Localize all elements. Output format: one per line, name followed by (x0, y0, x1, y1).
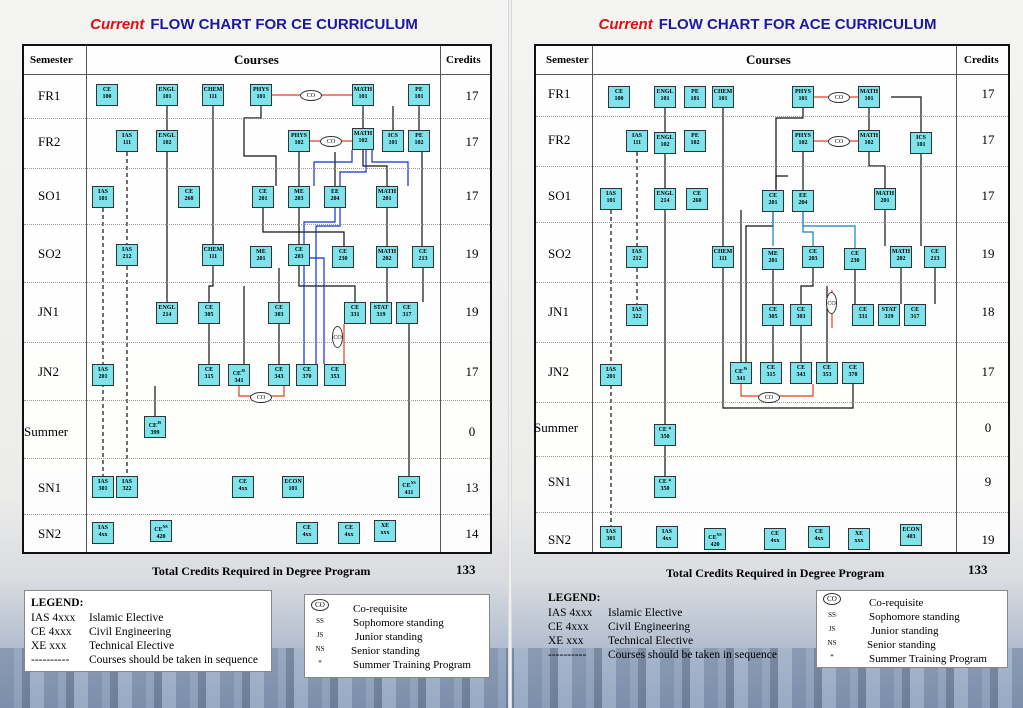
row-divider (536, 342, 1008, 343)
title-current: Current (90, 16, 145, 33)
course-box-ce203[interactable]: CE 203 (802, 246, 824, 268)
legend-desc: Islamic Elective (89, 612, 164, 624)
course-box-ce343[interactable]: CE 343 (790, 362, 812, 384)
semester-column-line (86, 46, 87, 552)
semester-credits: 0 (984, 420, 992, 435)
legend-desc: Summer Training Program (353, 659, 471, 671)
course-box-ce370[interactable]: CE 370 (842, 362, 864, 384)
connector-line (776, 176, 788, 188)
js-symbol: JS (316, 631, 324, 639)
semester-label: Summer (24, 424, 69, 439)
course-box-engl102[interactable]: ENGL 102 (156, 130, 178, 152)
row-divider (536, 512, 1008, 513)
course-box-ce350a[interactable]: CE * 350 (654, 424, 676, 446)
legend-desc: Co-requisite (869, 597, 924, 609)
corequisite-marker: CO (300, 90, 322, 101)
row-divider (24, 118, 490, 119)
course-box-engl101[interactable]: ENGL 101 (156, 84, 178, 106)
course-box-ce4xxb[interactable]: CE 4xx (808, 526, 830, 548)
connector-line (891, 97, 921, 132)
course-box-ias111[interactable]: IAS 111 (116, 130, 138, 152)
ace-chart-frame (534, 44, 1010, 554)
legend-desc: Sophomore standing (353, 617, 444, 629)
semester-label: SO2 (38, 246, 62, 261)
course-box-ics101[interactable]: ICS 101 (382, 130, 404, 152)
course-box-ce201[interactable]: CE 201 (762, 190, 784, 212)
total-credits-value: 133 (456, 562, 476, 577)
semester-credits: 17 (981, 132, 995, 147)
course-box-ias212[interactable]: IAS 212 (626, 246, 648, 268)
semester-label: SO2 (548, 246, 572, 261)
co-symbol: CO (311, 599, 329, 611)
corequisite-marker: CO (332, 326, 343, 348)
legend-row: IAS 4xxx (548, 607, 593, 619)
connector-line (209, 266, 213, 302)
course-box-math101[interactable]: MATH 101 (352, 84, 374, 106)
course-box-ias301[interactable]: IAS 301 (600, 526, 622, 548)
ss-symbol: SS (316, 617, 324, 625)
total-credits-value: 133 (968, 562, 988, 577)
course-box-me203[interactable]: ME 203 (288, 186, 310, 208)
course-box-pe101[interactable]: PE 101 (408, 84, 430, 106)
course-box-ias111[interactable]: IAS 111 (626, 130, 648, 152)
legend-desc: Islamic Elective (608, 607, 683, 619)
legend-desc: Senior standing (351, 645, 420, 657)
course-box-ias301[interactable]: IAS 301 (92, 476, 114, 498)
js-symbol: JS (828, 625, 836, 633)
course-box-pe102[interactable]: PE 102 (408, 130, 430, 152)
course-box-ce230[interactable]: CE 230 (332, 246, 354, 268)
course-box-stat319[interactable]: STAT 319 (370, 302, 392, 324)
semester-label: JN2 (548, 364, 569, 379)
semester-column-line (592, 46, 593, 552)
connector-line (304, 208, 335, 364)
course-box-chem111[interactable]: CHEM 111 (712, 246, 734, 268)
legend-row: XE xxx (31, 640, 67, 652)
corequisite-marker: CO (320, 136, 342, 147)
semester-credits: 17 (465, 188, 479, 203)
course-box-engl214[interactable]: ENGL 214 (156, 302, 178, 324)
courses-header: Courses (234, 52, 279, 67)
corequisite-marker: CO (828, 92, 850, 103)
ce-flowchart-page (0, 0, 508, 708)
course-box-ce331[interactable]: CE 331 (852, 304, 874, 326)
corequisite-marker: CO (826, 292, 837, 314)
course-box-math202[interactable]: MATH 202 (376, 246, 398, 268)
legend-desc: Co-requisite (353, 603, 408, 615)
connector-line (803, 212, 813, 246)
course-box-phys102[interactable]: PHYS 102 (288, 130, 310, 152)
semester-header: Semester (546, 54, 589, 66)
total-credits-label: Total Credits Required in Degree Program (666, 566, 885, 580)
credits-header: Credits (964, 54, 999, 66)
legend-title: LEGEND: (31, 597, 84, 609)
course-box-me201[interactable]: ME 201 (762, 248, 784, 270)
corequisite-marker: CO (758, 392, 780, 403)
course-box-phys102[interactable]: PHYS 102 (792, 130, 814, 152)
course-box-ce100[interactable]: CE 100 (608, 86, 630, 108)
semester-label: JN1 (38, 304, 59, 319)
course-box-econ403[interactable]: ECON 403 (900, 524, 922, 546)
semester-label: FR1 (548, 86, 571, 101)
semester-credits: 17 (465, 88, 479, 103)
course-box-ce303[interactable]: CE 303 (790, 304, 812, 326)
course-box-ce213[interactable]: CE 213 (412, 246, 434, 268)
course-box-ce100[interactable]: CE 100 (96, 84, 118, 106)
semester-credits: 17 (465, 134, 479, 149)
course-box-ce420[interactable]: $CE^{NS}$ 420 (150, 520, 172, 542)
course-box-ce201[interactable]: CE 201 (252, 186, 274, 208)
course-box-ias201[interactable]: IAS 201 (600, 364, 622, 386)
course-box-ias101[interactable]: IAS 101 (600, 188, 622, 210)
row-divider (24, 458, 490, 459)
course-box-xexxx[interactable]: XE xxx (374, 520, 396, 542)
connector-line (869, 152, 885, 188)
legend-desc: Civil Engineering (89, 626, 172, 638)
total-credits-label: Total Credits Required in Degree Program (152, 564, 371, 578)
row-divider (24, 224, 490, 225)
course-box-engl101[interactable]: ENGL 101 (654, 86, 676, 108)
semester-label: FR1 (38, 88, 61, 103)
legend-row: CE 4xxx (548, 621, 589, 633)
row-divider (536, 456, 1008, 457)
legend-desc: Junior standing (871, 625, 939, 637)
course-box-ce353[interactable]: CE 353 (324, 364, 346, 386)
table-header (536, 46, 1008, 75)
legend-desc: Courses should be taken in sequence (608, 649, 777, 661)
semester-label: JN2 (38, 364, 59, 379)
course-box-ce213[interactable]: CE 213 (924, 246, 946, 268)
course-box-chem111a[interactable]: CHEM 111 (202, 84, 224, 106)
semester-credits: 17 (981, 364, 995, 379)
course-box-phys101[interactable]: PHYS 101 (250, 84, 272, 106)
course-box-math202[interactable]: MATH 202 (890, 246, 912, 268)
course-box-chem101[interactable]: CHEM 101 (712, 86, 734, 108)
connector-line (308, 258, 324, 364)
title-current: Current (598, 16, 653, 33)
ce-title (0, 16, 508, 33)
semester-credits: 14 (465, 526, 479, 541)
course-box-ics101[interactable]: ICS 101 (910, 132, 932, 154)
course-box-ce353[interactable]: CE 353 (816, 362, 838, 384)
row-divider (24, 514, 490, 515)
legend-desc: Junior standing (355, 631, 423, 643)
course-box-stat319[interactable]: STAT 319 (878, 304, 900, 326)
credits-column-line (956, 46, 957, 552)
course-box-ias4xx[interactable]: IAS 4xx (92, 522, 114, 544)
course-box-math201[interactable]: MATH 201 (376, 186, 398, 208)
row-divider (536, 282, 1008, 283)
course-box-ce4xxa[interactable]: CE 4xx (232, 476, 254, 498)
course-box-math201[interactable]: MATH 201 (874, 188, 896, 210)
course-box-pe101[interactable]: PE 101 (684, 86, 706, 108)
table-header (24, 46, 490, 75)
semester-label: FR2 (548, 132, 571, 147)
ace-title (512, 16, 1023, 33)
legend-desc: Sophomore standing (869, 611, 960, 623)
symbol-legend-box (304, 594, 490, 678)
corequisite-marker: CO (828, 136, 850, 147)
semester-credits: 17 (981, 86, 995, 101)
co-symbol: CO (823, 593, 841, 605)
title-main: FLOW CHART FOR ACE CURRICULUM (658, 16, 937, 33)
legend-row: XE xxx (548, 635, 584, 647)
row-divider (24, 168, 490, 169)
legend-desc: Summer Training Program (869, 653, 987, 665)
semester-label: SN2 (548, 532, 572, 547)
connector-line (723, 268, 853, 408)
semester-label: SN2 (38, 526, 62, 541)
legend-desc: Senior standing (867, 639, 936, 651)
semester-header: Semester (30, 54, 73, 66)
course-box-ias322[interactable]: IAS 322 (626, 304, 648, 326)
semester-credits: 19 (465, 246, 479, 261)
course-box-ce260[interactable]: CE 260 (178, 186, 200, 208)
course-box-math102[interactable]: MATH 102 (858, 130, 880, 152)
course-box-ce420[interactable]: $CE^{NS}$ 420 (704, 528, 726, 550)
course-box-ce343[interactable]: CE 343 (268, 364, 290, 386)
ace-flowchart-page (512, 0, 1023, 708)
course-box-me201[interactable]: ME 201 (250, 246, 272, 268)
legend-box (534, 590, 794, 672)
legend-desc: Technical Elective (89, 640, 175, 652)
ce-chart-frame (22, 44, 492, 554)
course-box-ias4xx[interactable]: IAS 4xx (656, 526, 678, 548)
course-box-pe102[interactable]: PE 102 (684, 130, 706, 152)
course-box-engl102[interactable]: ENGL 102 (654, 132, 676, 154)
star-symbol: * (830, 653, 834, 661)
course-box-ce315[interactable]: CE 315 (198, 364, 220, 386)
semester-label: SO1 (548, 188, 572, 203)
row-divider (24, 282, 490, 283)
course-box-ce315[interactable]: CE 315 (760, 362, 782, 384)
semester-credits: 17 (981, 188, 995, 203)
semester-credits: 19 (981, 246, 995, 261)
course-box-ce230[interactable]: CE 230 (844, 248, 866, 270)
credits-column-line (440, 46, 441, 552)
courses-header: Courses (746, 52, 791, 67)
course-box-ce341[interactable]: $CE^{JS}$ 341 (730, 362, 752, 384)
ss-symbol: SS (828, 611, 836, 619)
course-box-ias201[interactable]: IAS 201 (92, 364, 114, 386)
legend-desc: Technical Elective (608, 635, 694, 647)
semester-credits: 18 (981, 304, 995, 319)
connector-line (299, 266, 355, 302)
connector-line (746, 212, 773, 362)
course-box-ce303[interactable]: CE 303 (268, 302, 290, 324)
course-box-ce350b[interactable]: CE * 350 (654, 476, 676, 498)
row-divider (24, 342, 490, 343)
course-box-ce4xxb[interactable]: CE 4xx (296, 522, 318, 544)
connector-line (801, 268, 813, 304)
corequisite-marker: CO (250, 392, 272, 403)
course-box-ce260[interactable]: CE 260 (686, 188, 708, 210)
semester-credits: 19 (981, 532, 995, 547)
star-symbol: * (318, 659, 322, 667)
semester-label: SN1 (38, 480, 62, 495)
legend-desc: Courses should be taken in sequence (89, 654, 258, 666)
course-box-ce331[interactable]: CE 331 (344, 302, 366, 324)
legend-desc: Civil Engineering (608, 621, 691, 633)
legend-row: IAS 4xxx (31, 612, 76, 624)
legend-box (24, 590, 272, 672)
course-box-chem111b[interactable]: CHEM 111 (202, 244, 224, 266)
connector-line (803, 212, 855, 248)
course-box-math102[interactable]: MATH 102 (352, 128, 374, 150)
semester-credits: 13 (465, 480, 479, 495)
course-box-ce317[interactable]: CE 317 (396, 302, 418, 324)
semester-label: Summer (534, 420, 579, 435)
ns-symbol: NS (315, 645, 325, 653)
semester-label: SN1 (548, 474, 572, 489)
legend-title: LEGEND: (548, 592, 601, 604)
course-box-ce4xxa[interactable]: CE 4xx (764, 528, 786, 550)
course-box-ce305[interactable]: CE 305 (198, 302, 220, 324)
row-divider (536, 222, 1008, 223)
course-box-math101[interactable]: MATH 101 (858, 86, 880, 108)
credits-header: Credits (446, 54, 481, 66)
legend-row: CE 4xxx (31, 626, 72, 638)
course-box-engl214[interactable]: ENGL 214 (654, 188, 676, 210)
semester-label: SO1 (38, 188, 62, 203)
legend-row: ---------- (31, 654, 70, 666)
prerequisite-connectors (536, 46, 1006, 556)
semester-credits: 9 (984, 474, 992, 489)
course-box-ce411[interactable]: $CE^{NS}$ 411 (398, 476, 420, 498)
ns-symbol: NS (827, 639, 837, 647)
row-divider (536, 116, 1008, 117)
course-box-ias101[interactable]: IAS 101 (92, 186, 114, 208)
course-box-ee204[interactable]: EE 204 (792, 190, 814, 212)
semester-label: FR2 (38, 134, 61, 149)
semester-label: JN1 (548, 304, 569, 319)
course-box-ce341[interactable]: $CE^{JS}$ 341 (228, 364, 250, 386)
row-divider (536, 166, 1008, 167)
course-box-ce203[interactable]: CE 203 (288, 244, 310, 266)
course-box-ias212[interactable]: IAS 212 (116, 244, 138, 266)
semester-credits: 17 (465, 364, 479, 379)
course-box-ce4xxc[interactable]: CE 4xx (338, 522, 360, 544)
legend-row: ---------- (548, 649, 587, 661)
course-box-ce370[interactable]: CE 370 (296, 364, 318, 386)
course-box-xexxx[interactable]: XE xxx (848, 528, 870, 550)
course-box-ee204[interactable]: EE 204 (324, 186, 346, 208)
course-box-ias322[interactable]: IAS 322 (116, 476, 138, 498)
semester-credits: 19 (465, 304, 479, 319)
course-box-ce317[interactable]: CE 317 (904, 304, 926, 326)
title-main: FLOW CHART FOR CE CURRICULUM (150, 16, 418, 33)
symbol-legend-box (816, 590, 1008, 668)
course-box-econ101[interactable]: ECON 101 (282, 476, 304, 498)
course-box-ce305[interactable]: CE 305 (762, 304, 784, 326)
connector-line (263, 208, 344, 246)
course-box-phys101[interactable]: PHYS 101 (792, 86, 814, 108)
course-box-ce399[interactable]: $CE^{JS}$ 399 (144, 416, 166, 438)
semester-credits: 0 (468, 424, 476, 439)
